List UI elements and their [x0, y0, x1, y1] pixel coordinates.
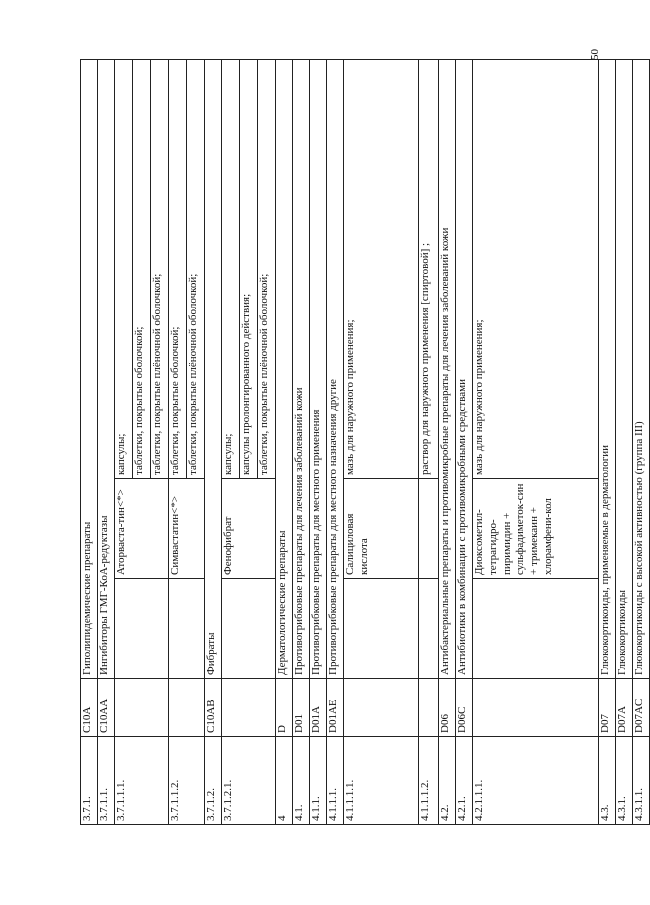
group-row	[439, 60, 456, 825]
atc-code-cell: C10A	[81, 679, 98, 737]
dosage-form-line: таблетки, покрытые плёночной оболочкой;	[187, 273, 199, 475]
atc-code-cell: D07	[599, 679, 616, 737]
group-row	[276, 60, 293, 825]
row-code-cell: 4.1.1.1.1.	[344, 737, 419, 825]
row-code-cell: 4.1.	[293, 737, 310, 825]
group-description-cell: Противогрибковые препараты для местного применения	[310, 60, 327, 679]
drug-name-cell: Симвастатин<*>	[169, 479, 205, 579]
row-code-cell: 4.2.1.	[456, 737, 473, 825]
atc-code-cell: D07AC	[633, 679, 650, 737]
atc-code-cell	[473, 679, 599, 737]
atc-code-cell: D06C	[456, 679, 473, 737]
drug-row	[222, 60, 276, 825]
atc-code-cell: D01A	[310, 679, 327, 737]
group-row	[633, 60, 650, 825]
atc-code-cell: D07A	[616, 679, 633, 737]
group-row	[205, 60, 222, 825]
group-row	[327, 60, 344, 825]
dosage-forms-cell	[344, 60, 419, 479]
atc-code-cell: D01	[293, 679, 310, 737]
row-code-cell: 3.7.1.	[81, 737, 98, 825]
group-row	[616, 60, 633, 825]
atc-code-cell: C10AA	[98, 679, 115, 737]
row-code-cell: 4.1.1.1.2.	[419, 737, 439, 825]
drug-name-cell	[419, 479, 439, 579]
dosage-form-line: капсулы;	[222, 60, 240, 478]
group-description-cell: Антибактериальные препараты и противомикробные препараты для лечения заболеваний кожи	[439, 60, 456, 679]
dosage-forms-cell	[169, 60, 205, 479]
group-description-cell: Фибраты	[205, 60, 222, 679]
group-description-cell: Глюкокортикоиды, применяемые в дерматологии	[599, 60, 616, 679]
empty-cell	[344, 579, 419, 679]
atc-code-cell	[115, 679, 169, 737]
group-description-cell: Противогрибковые препараты для местного назначения другие	[327, 60, 344, 679]
group-row	[81, 60, 98, 825]
drug-row	[115, 60, 169, 825]
row-code-cell: 3.7.1.2.1.	[222, 737, 276, 825]
row-code-cell: 4.3.1.1.	[633, 737, 650, 825]
table-body	[81, 60, 650, 825]
dosage-form-line: таблетки, покрытые плёночной оболочкой;	[258, 273, 270, 475]
atc-code-cell	[419, 679, 439, 737]
row-code-cell: 3.7.1.2.	[205, 737, 222, 825]
row-code-cell: 4	[276, 737, 293, 825]
empty-cell	[115, 579, 169, 679]
atc-code-cell	[344, 679, 419, 737]
atc-code-cell: D01AE	[327, 679, 344, 737]
group-description-cell: Гиполипидемические препараты	[81, 60, 98, 679]
empty-cell	[222, 579, 276, 679]
drug-list-table	[80, 59, 650, 825]
drug-row	[169, 60, 205, 825]
row-code-cell: 4.3.	[599, 737, 616, 825]
empty-cell	[419, 579, 439, 679]
dosage-form-line: раствор для наружного применения [спиртовой] ;	[419, 242, 431, 475]
dosage-form-line: мазь для наружного применения;	[473, 319, 485, 475]
group-description-cell: Антибиотики в комбинации с противомикробными средствами	[456, 60, 473, 679]
row-code-cell: 3.7.1.1.	[98, 737, 115, 825]
dosage-form-line: мазь для наружного применения;	[344, 319, 356, 475]
dosage-forms-cell	[419, 60, 439, 479]
atc-code-cell	[169, 679, 205, 737]
drug-row	[419, 60, 439, 825]
group-description-cell: Противогрибковые препараты для лечения заболеваний кожи	[293, 60, 310, 679]
drug-row	[344, 60, 419, 825]
group-description-cell: Глюкокортикоиды	[616, 60, 633, 679]
empty-cell	[169, 579, 205, 679]
rotated-table-container	[80, 60, 645, 825]
group-description-cell: Дерматологические препараты	[276, 60, 293, 679]
drug-name-cell: Фенофибрат	[222, 479, 276, 579]
row-code-cell: 4.2.1.1.1.	[473, 737, 599, 825]
row-code-cell: 4.3.1.	[616, 737, 633, 825]
atc-code-cell: D06	[439, 679, 456, 737]
drug-name-cell: Диоксометил-тетрагидро-пиримидин + сульфадиметок-син + тримекаин + хлорамфени-кол	[473, 479, 599, 579]
group-description-cell: Глюкокортикоиды с высокой активностью (группа III)	[633, 60, 650, 679]
dosage-forms-cell	[115, 60, 169, 479]
group-row	[293, 60, 310, 825]
row-code-cell: 3.7.1.1.1.	[115, 737, 169, 825]
empty-cell	[473, 579, 599, 679]
dosage-forms-cell	[222, 60, 276, 479]
group-row	[98, 60, 115, 825]
row-code-cell: 4.1.1.	[310, 737, 327, 825]
dosage-forms-cell	[473, 60, 599, 479]
row-code-cell: 3.7.1.1.2.	[169, 737, 205, 825]
dosage-form-line: таблетки, покрытые плёночной оболочкой;	[151, 273, 163, 475]
drug-name-cell: Аторваста-тин<*>	[115, 479, 169, 579]
dosage-form-line: таблетки, покрытые оболочкой;	[169, 60, 187, 478]
atc-code-cell: D	[276, 679, 293, 737]
row-code-cell: 4.1.1.1.	[327, 737, 344, 825]
atc-code-cell: C10AB	[205, 679, 222, 737]
group-row	[599, 60, 616, 825]
atc-code-cell	[222, 679, 276, 737]
group-description-cell: Ингибиторы ГМГ-КоА-редуктазы	[98, 60, 115, 679]
page-number: 50	[589, 49, 601, 60]
dosage-form-line: капсулы пролонгированного действия;	[240, 60, 258, 478]
row-code-cell: 4.2.	[439, 737, 456, 825]
group-row	[456, 60, 473, 825]
drug-name-cell: Салициловая кислота	[344, 479, 419, 579]
group-row	[310, 60, 327, 825]
dosage-form-line: таблетки, покрытые оболочкой;	[133, 60, 151, 478]
drug-row	[473, 60, 599, 825]
dosage-form-line: капсулы;	[115, 60, 133, 478]
